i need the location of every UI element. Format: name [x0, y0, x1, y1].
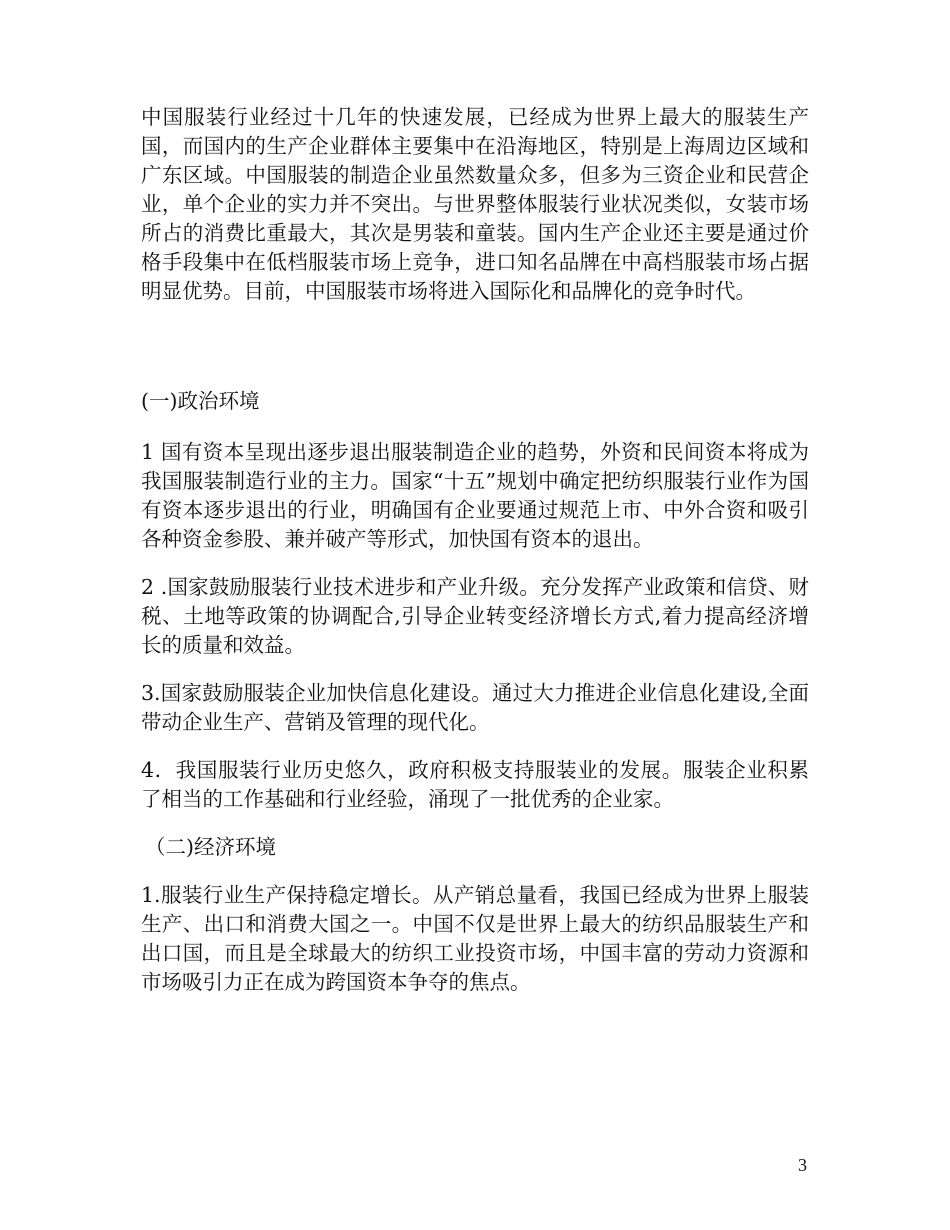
political-item-3: 3.国家鼓励服装企业加快信息化建设。通过大力推进企业信息化建设,全面带动企业生产、营销及管理的现代化。	[141, 681, 809, 734]
political-item-4: 4．我国服装行业历史悠久，政府积极支持服装业的发展。服装企业积累了相当的工作基础和行业经验，涌现了一批优秀的企业家。	[141, 758, 809, 811]
document-page	[141, 103, 809, 997]
page-number: 3	[798, 1155, 807, 1175]
intro-paragraph: 中国服装行业经过十几年的快速发展，已经成为世界上最大的服装生产国，而国内的生产企业群体主要集中在沿海地区，特别是上海周边区域和广东区域。中国服装的制造企业虽然数量众多，但多为三资企业和民营企业，单个企业的实力并不突出。与世界整体服装行业状况类似，女装市场所占的消费比重最大，其次是男装和童装。国内生产企业还主要是通过价格手段集中在低档服装市场上竞争，进口知名品牌在中高档服装市场占据明显优势。目前，中国服装市场将进入国际化和品牌化的竞争时代。	[141, 105, 809, 303]
political-item-2: 2 .国家鼓励服装行业技术进步和产业升级。充分发挥产业政策和信贷、财税、土地等政策的协调配合,引导企业转变经济增长方式,着力提高经济增长的质量和效益。	[141, 575, 809, 657]
economic-item-1: 1.服装行业生产保持稳定增长。从产销总量看，我国已经成为世界上服装生产、出口和消费大国之一。中国不仅是世界上最大的纺织品服装生产和出口国，而且是全球最大的纺织工业投资市场，中国丰富的劳动力资源和市场吸引力正在成为跨国资本争夺的焦点。	[141, 883, 809, 994]
section-heading-economic: （二)经济环境	[145, 835, 276, 859]
section-heading-political: (一)政治环境	[141, 389, 260, 413]
political-item-1: 1 国有资本呈现出逐步退出服装制造企业的趋势，外资和民间资本将成为我国服装制造行业的主力。国家“十五”规划中确定把纺织服装行业作为国有资本逐步退出的行业，明确国有企业要通过规范上市、中外合资和吸引各种资金参股、兼并破产等形式，加快国有资本的退出。	[141, 440, 809, 551]
